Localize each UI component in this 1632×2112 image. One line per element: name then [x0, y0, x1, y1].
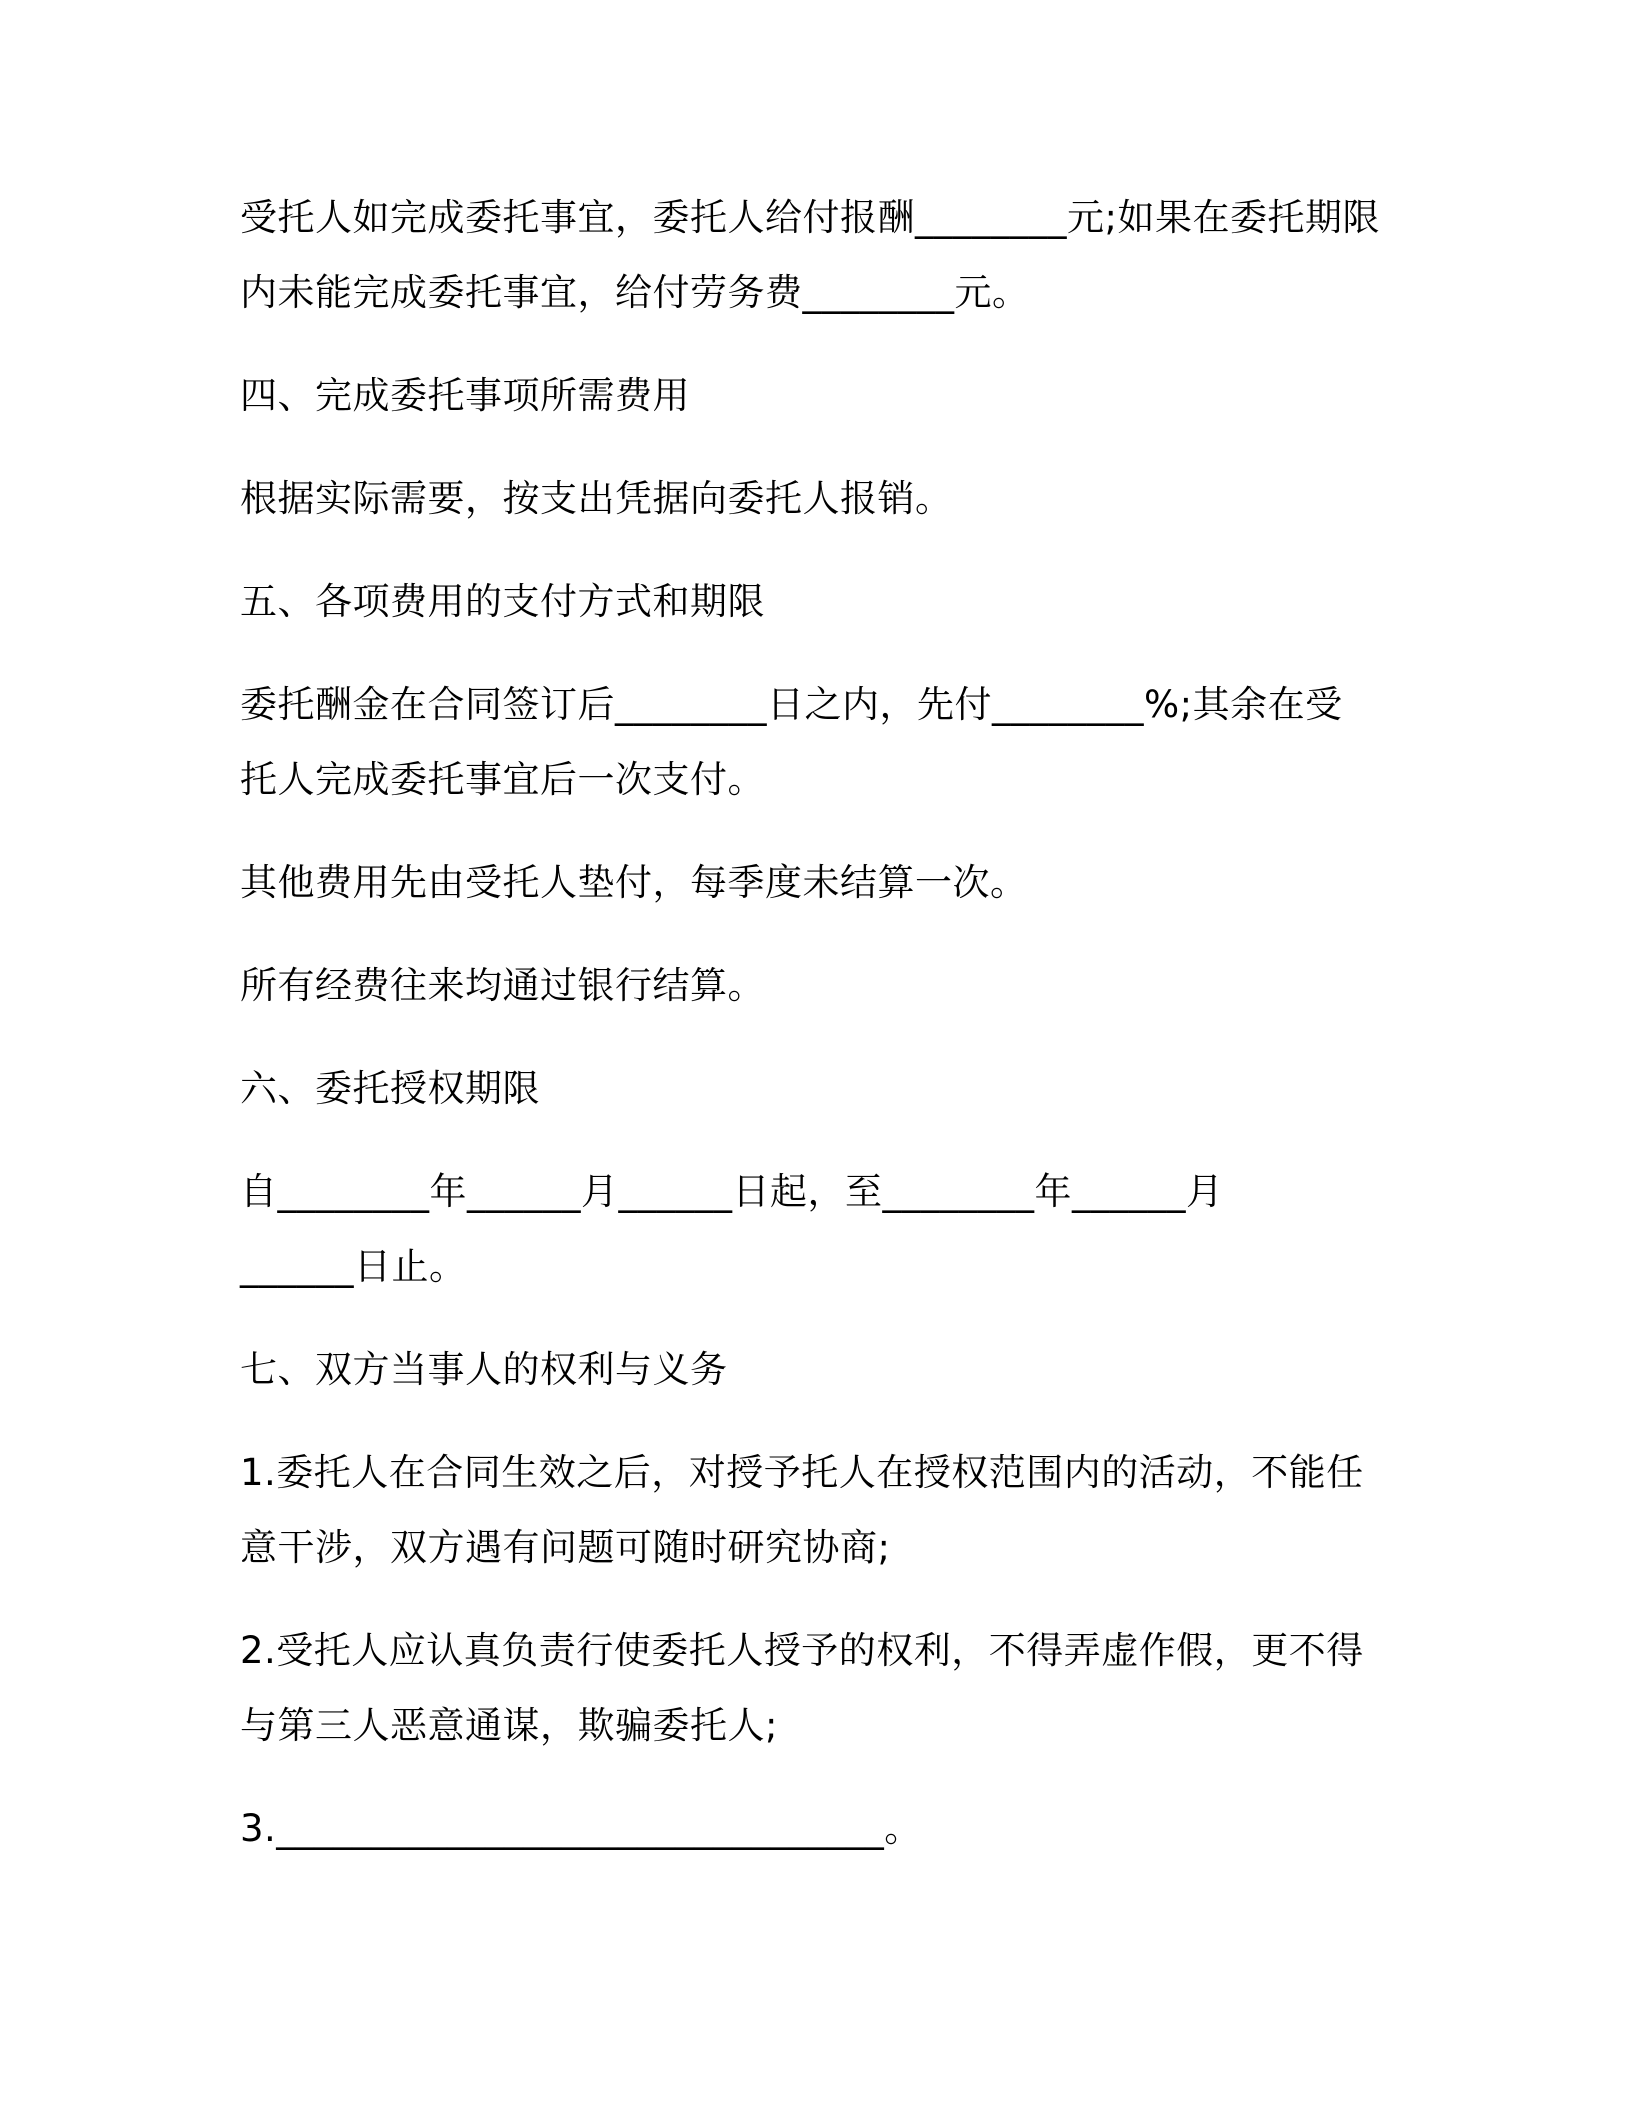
- clause-3: 3.________________________________。: [240, 1807, 922, 1850]
- paragraph-bank-settlement: 所有经费往来均通过银行结算。: [240, 964, 765, 1007]
- paragraph-remuneration-line-2: 内未能完成委托事宜，给付劳务费________元。: [240, 271, 1030, 314]
- section-heading-6: 六、委托授权期限: [240, 1067, 540, 1110]
- paragraph-term-line-2: ______日止。: [240, 1245, 467, 1288]
- paragraph-other-expenses: 其他费用先由受托人垫付，每季度未结算一次。: [240, 861, 1028, 904]
- paragraph-payment-line-2: 托人完成委托事宜后一次支付。: [240, 758, 765, 801]
- paragraph-term-line-1: 自________年______月______日起，至________年______月: [240, 1170, 1224, 1213]
- clause-2-line-1: 2.受托人应认真负责行使委托人授予的权利，不得弄虚作假，更不得: [240, 1629, 1364, 1672]
- clause-1-line-1: 1.委托人在合同生效之后，对授予托人在授权范围内的活动，不能任: [240, 1451, 1364, 1494]
- clause-2-line-2: 与第三人恶意通谋，欺骗委托人;: [240, 1704, 778, 1747]
- paragraph-remuneration-line-1: 受托人如完成委托事宜，委托人给付报酬________元;如果在委托期限: [240, 196, 1380, 239]
- clause-1-line-2: 意干涉，双方遇有问题可随时研究协商;: [240, 1526, 891, 1569]
- paragraph-expenses: 根据实际需要，按支出凭据向委托人报销。: [240, 477, 953, 520]
- paragraph-payment-line-1: 委托酬金在合同签订后________日之内，先付________%;其余在受: [240, 683, 1343, 726]
- section-heading-5: 五、各项费用的支付方式和期限: [240, 580, 765, 623]
- section-heading-4: 四、完成委托事项所需费用: [240, 374, 690, 417]
- section-heading-7: 七、双方当事人的权利与义务: [240, 1348, 728, 1391]
